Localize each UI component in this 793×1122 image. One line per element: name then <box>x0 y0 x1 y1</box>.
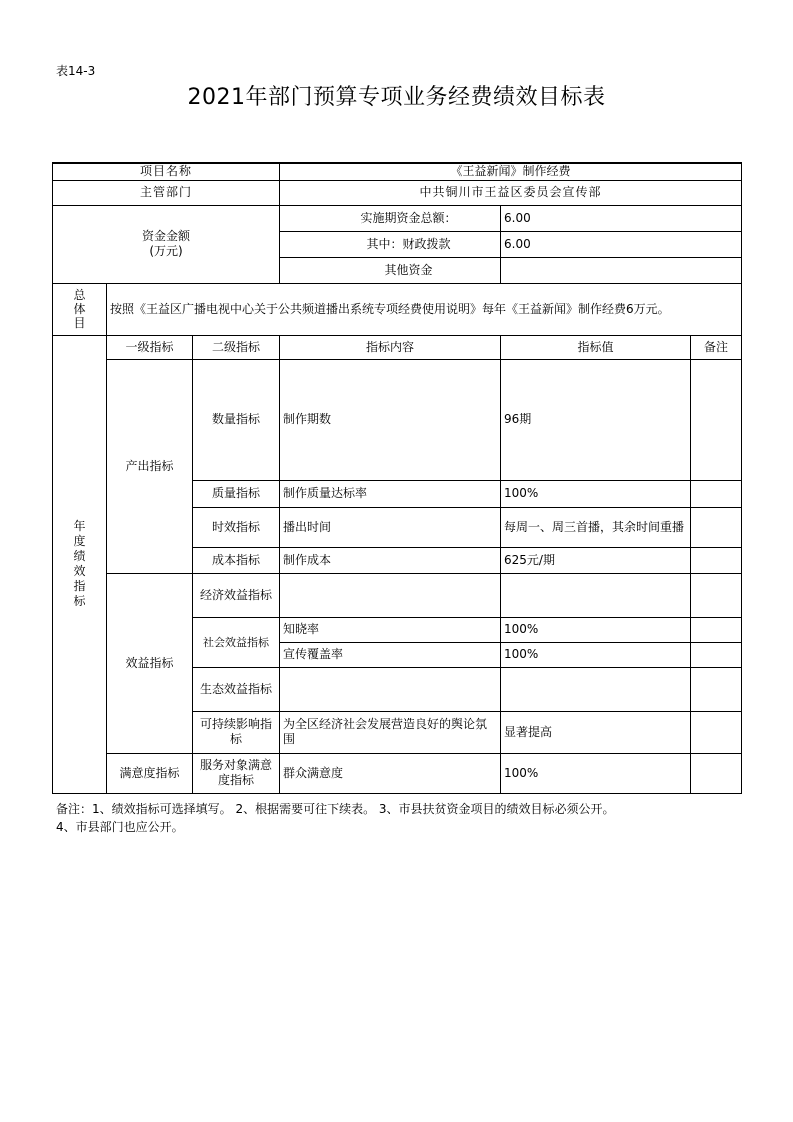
value-cell: 显著提高 <box>501 711 691 753</box>
value-cell: 100% <box>501 480 691 507</box>
performance-table <box>52 162 742 794</box>
level2-cell: 服务对象满意度指标 <box>193 753 280 793</box>
funds-unit: (万元) <box>149 244 183 258</box>
remark-cell <box>691 753 742 793</box>
remark-cell <box>691 642 742 667</box>
annual-indicators-label <box>53 335 107 793</box>
level2-cell: 社会效益指标 <box>193 617 280 667</box>
overall-goal-label-char: 目 <box>73 316 86 330</box>
output-indicators-group: 产出指标 <box>107 359 193 573</box>
overall-goal-label-char: 体 <box>73 302 86 316</box>
value-cell: 每周一、周三首播，其余时间重播 <box>501 507 691 547</box>
total-funds-value: 6.00 <box>501 205 742 231</box>
annual-label-char: 年 <box>73 519 86 533</box>
content-cell <box>280 573 501 617</box>
annual-label-char: 绩 <box>73 549 86 563</box>
overall-goal-label-char: 总 <box>73 288 86 302</box>
value-cell <box>501 667 691 711</box>
level2-cell: 时效指标 <box>193 507 280 547</box>
content-header: 指标内容 <box>280 335 501 359</box>
fiscal-funds-value: 6.00 <box>501 231 742 257</box>
other-funds-value <box>501 257 742 283</box>
level2-cell: 可持续影响指标 <box>193 711 280 753</box>
annual-label-char: 指 <box>73 579 86 593</box>
content-cell: 制作期数 <box>280 359 501 480</box>
level2-header: 二级指标 <box>193 335 280 359</box>
annual-label-char: 度 <box>73 534 86 548</box>
benefit-indicators-group: 效益指标 <box>107 573 193 753</box>
overall-goal-row <box>53 283 742 335</box>
value-cell <box>501 573 691 617</box>
fiscal-funds-label: 其中：财政拨款 <box>280 231 501 257</box>
content-cell: 制作质量达标率 <box>280 480 501 507</box>
value-cell: 100% <box>501 642 691 667</box>
column-header-row <box>53 335 742 359</box>
content-cell: 为全区经济社会发展营造良好的舆论氛围 <box>280 711 501 753</box>
table-row <box>53 359 742 480</box>
value-cell: 625元/期 <box>501 547 691 573</box>
footnote-line: 4、市县部门也应公开。 <box>56 820 184 834</box>
table-row <box>53 753 742 793</box>
content-cell: 播出时间 <box>280 507 501 547</box>
remark-cell <box>691 711 742 753</box>
annual-label-char: 标 <box>73 594 86 608</box>
annual-label-char: 效 <box>73 564 86 578</box>
department-row <box>53 180 742 205</box>
value-cell: 100% <box>501 617 691 642</box>
remark-cell <box>691 359 742 480</box>
remark-header: 备注 <box>691 335 742 359</box>
overall-goal-label <box>53 283 107 335</box>
overall-goal-text: 按照《王益区广播电视中心关于公共频道播出系统专项经费使用说明》每年《王益新闻》制作经费6万元。 <box>107 283 742 335</box>
content-cell: 制作成本 <box>280 547 501 573</box>
level1-header: 一级指标 <box>107 335 193 359</box>
level2-cell: 数量指标 <box>193 359 280 480</box>
level2-cell: 质量指标 <box>193 480 280 507</box>
footnotes <box>56 800 746 836</box>
value-cell: 96期 <box>501 359 691 480</box>
value-cell: 100% <box>501 753 691 793</box>
remark-cell <box>691 480 742 507</box>
level2-cell: 成本指标 <box>193 547 280 573</box>
funds-total-row <box>53 205 742 231</box>
remark-cell <box>691 617 742 642</box>
level2-cell: 经济效益指标 <box>193 573 280 617</box>
remark-cell <box>691 573 742 617</box>
department-value: 中共铜川市王益区委员会宣传部 <box>280 180 742 205</box>
table-number: 表14-3 <box>56 64 96 78</box>
project-name-value: 《王益新闻》制作经费 <box>280 163 742 180</box>
other-funds-label: 其他资金 <box>280 257 501 283</box>
department-label: 主管部门 <box>53 180 280 205</box>
table-row <box>53 573 742 617</box>
footnote-line: 备注：1、绩效指标可选择填写。 2、根据需要可往下续表。 3、市县扶贫资金项目的绩效目标必须公开。 <box>56 802 615 816</box>
project-name-label: 项目名称 <box>53 163 280 180</box>
funds-amount-label <box>53 205 280 283</box>
content-cell: 知晓率 <box>280 617 501 642</box>
satisfaction-indicators-group: 满意度指标 <box>107 753 193 793</box>
funds-label: 资金金额 <box>141 229 190 243</box>
remark-cell <box>691 547 742 573</box>
total-funds-label: 实施期资金总额： <box>280 205 501 231</box>
remark-cell <box>691 667 742 711</box>
level2-cell: 生态效益指标 <box>193 667 280 711</box>
content-cell <box>280 667 501 711</box>
content-cell: 宣传覆盖率 <box>280 642 501 667</box>
remark-cell <box>691 507 742 547</box>
project-name-row <box>53 163 742 180</box>
page-title: 2021年部门预算专项业务经费绩效目标表 <box>187 85 606 110</box>
value-header: 指标值 <box>501 335 691 359</box>
content-cell: 群众满意度 <box>280 753 501 793</box>
